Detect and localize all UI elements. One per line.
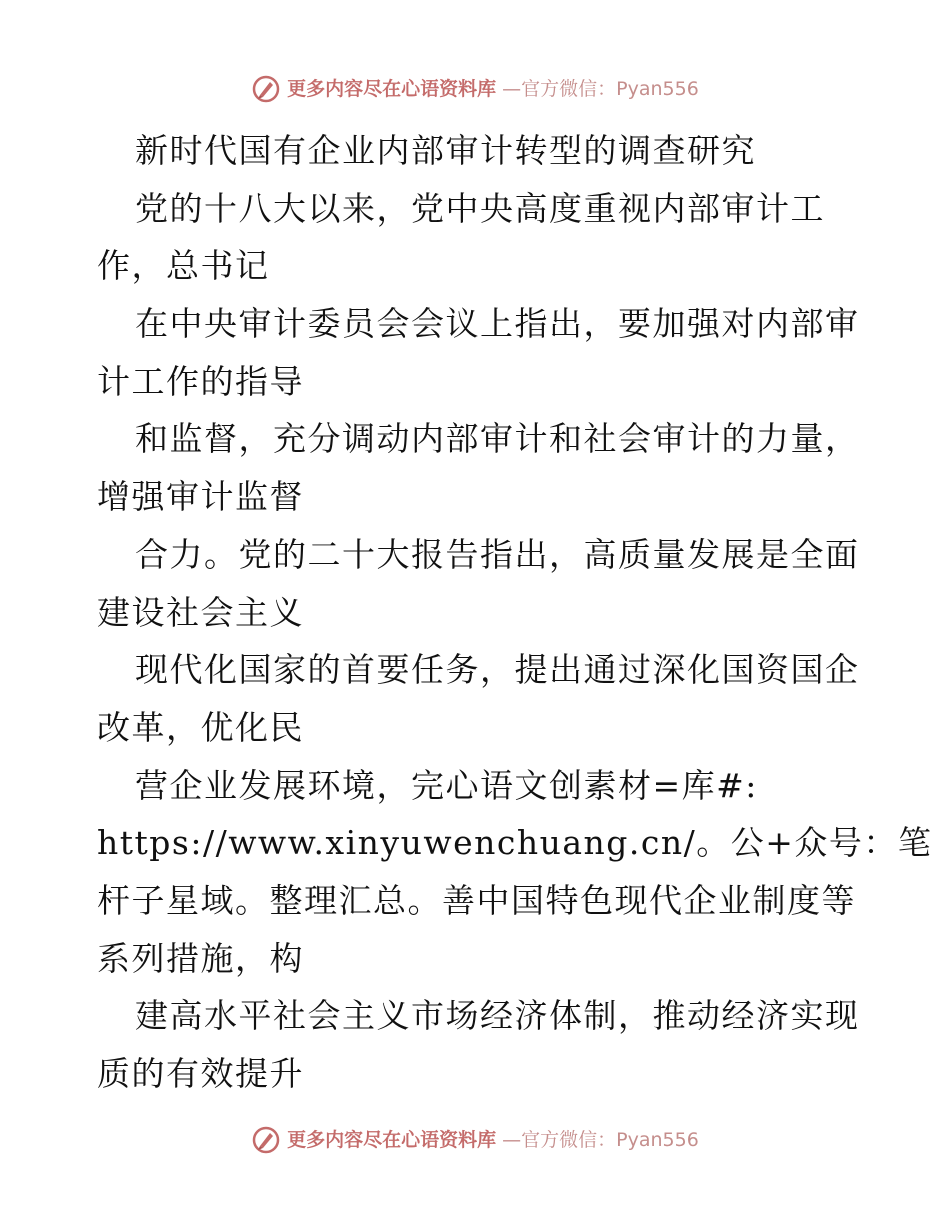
text-line: 在中央审计委员会会议上指出，要加强对内部审 [135, 304, 860, 344]
pen-logo-icon [251, 74, 281, 104]
watermark-wechat: —官方微信：Pyan556 [502, 1129, 699, 1151]
watermark-brand: 更多内容尽在心语资料库 [287, 78, 497, 100]
text-line: 建高水平社会主义市场经济体制，推动经济实现 [135, 996, 860, 1036]
text-line: 作，总书记 [97, 246, 270, 286]
text-line: 建设社会主义 [97, 592, 304, 632]
text-line: 质的有效提升 [97, 1054, 304, 1093]
text-line: 和监督，充分调动内部审计和社会审计的力量， [135, 419, 860, 459]
text-line: 系列措施，构 [97, 938, 304, 978]
document-title: 新时代国有企业内部审计转型的调查研究 [135, 131, 756, 170]
text-line: 杆子星域。整理汇总。善中国特色现代企业制度等 [97, 880, 856, 920]
text-line: 营企业发展环境，完心语文创素材=库#: [135, 765, 758, 805]
pen-logo-icon [251, 1125, 281, 1155]
text-line: 合力。党的二十大报告指出，高质量发展是全面 [135, 534, 860, 574]
watermark-wechat: —官方微信：Pyan556 [502, 78, 699, 100]
text-line: 党的十八大以来，党中央高度重视内部审计工 [135, 188, 825, 228]
text-line: https://www.xinyuwenchuang.cn/。公+众号：笔 [97, 823, 933, 863]
text-line: 现代化国家的首要任务，提出通过深化国资国企 [135, 650, 860, 690]
document-body [97, 122, 933, 1103]
text-line: 改革，优化民 [97, 707, 304, 747]
header-watermark [0, 74, 950, 104]
footer-watermark [0, 1125, 950, 1155]
text-line: 计工作的指导 [97, 361, 304, 401]
watermark-brand: 更多内容尽在心语资料库 [287, 1129, 497, 1151]
text-line: 增强审计监督 [97, 477, 304, 517]
